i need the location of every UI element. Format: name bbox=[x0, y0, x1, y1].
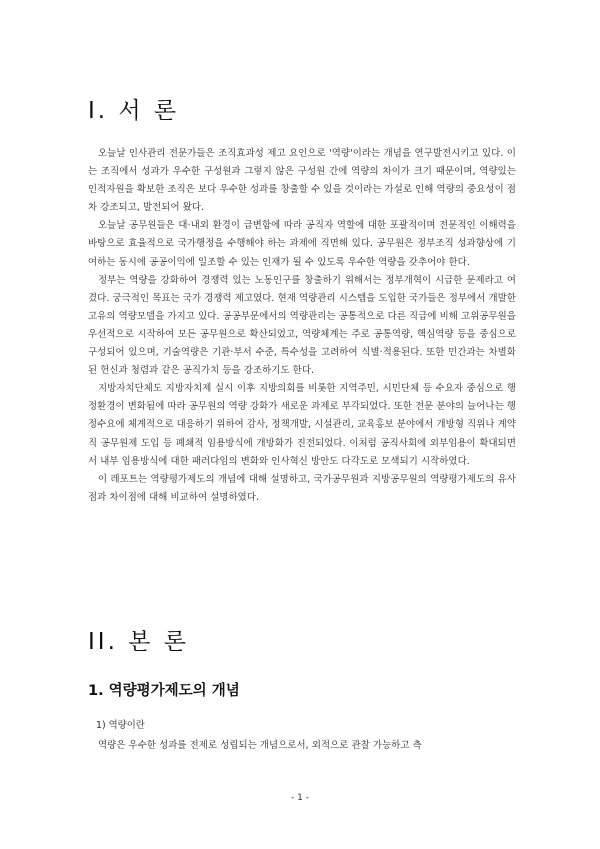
subsection-heading: 1. 역량평가제도의 개념 bbox=[88, 683, 240, 699]
page-number: - 1 - bbox=[291, 793, 309, 803]
paragraph: 오늘날 공무원들은 대·내외 환경이 급변함에 따라 공직자 역할에 대한 포괄적이며 전문적인 이해력을 바탕으로 효율적으로 국가행정을 수행해야 하는 과제에 직면해 있다. 공무원은 정부조직 성과향상에 기여하는 동시에 공공이익에 일조할 수 있는 인재가 될 수 있도록 우수한 역량을 갖추어야 한다. bbox=[88, 220, 516, 268]
paragraph: 정부는 역량을 강화하여 경쟁력 있는 노동인구를 창출하기 위해서는 정부개혁이 시급한 문제라고 여겼다. 궁극적인 목표는 국가 경쟁력 제고였다. 현재 역량관리 시스템을 도입한 국가들은 정부에서 개발한 고유의 역량모델을 가지고 있다. 공공부문에서의 역량관리는 공통적으로 다른 직급에 비해 고위공무원을 우선적으로 시작하여 모든 공무원으로 확산되었고, 역량체계는 주로 공통역량, 핵심역량 등을 중심으로 구성되어 있으며, 기술역량은 기관·부서 수준, 특수성을 고려하여 식별·적용된다. 또한 민간과는 차별화된 헌신과 청렴과 같은 공직가치 등을 강조하기도 한다. bbox=[88, 274, 516, 377]
introduction-body bbox=[88, 145, 516, 507]
section-heading-main-body: II. 본 론 bbox=[88, 629, 189, 655]
section-heading-introduction: I. 서 론 bbox=[88, 98, 180, 124]
subsubsection-heading: 1) 역량이란 bbox=[96, 720, 145, 731]
paragraph: 역량은 우수한 성과를 전제로 성립되는 개념으로서, 외적으로 관찰 가능하고 측 bbox=[98, 740, 422, 751]
paragraph: 이 레포트는 역량평가제도의 개념에 대해 설명하고, 국가공무원과 지방공무원의 역량평가제도의 유사점과 차이점에 대해 비교하여 설명하였다. bbox=[88, 473, 516, 503]
paragraph: 오늘날 인사관리 전문가들은 조직효과성 제고 요인으로 '역량'이라는 개념을 연구발전시키고 있다. 이는 조직에서 성과가 우수한 구성원과 그렇지 않은 구성원 간에 역량의 차이가 크기 때문이며, 역량있는 인적자원을 확보한 조직은 보다 우수한 성과를 창출할 수 있을 것이라는 가설로 인해 역량의 중요성이 점차 강조되고, 발전되어 왔다. bbox=[88, 148, 516, 214]
paragraph: 지방자치단체도 지방자치제 실시 이후 지방의회를 비롯한 지역주민, 시민단체 등 수요자 중심으로 행정환경이 변화됨에 따라 공무원의 역량 강화가 새로운 과제로 부각되었다. 또한 전문 분야의 늘어나는 행정수요에 체계적으로 대응하기 위하여 감사, 정책개발, 시설관리, 교육홍보 분야에서 개방형 직위나 계약직 공무원제 도입 등 폐쇄적 임용방식에 개방화가 진전되었다. 이처럼 공직사회에 외부임용이 확대되면서 내부 임용방식에 대한 패러다임의 변화와 인사혁신 방안도 다각도로 모색되기 시작하였다. bbox=[88, 383, 516, 467]
main-body-text bbox=[88, 737, 516, 755]
